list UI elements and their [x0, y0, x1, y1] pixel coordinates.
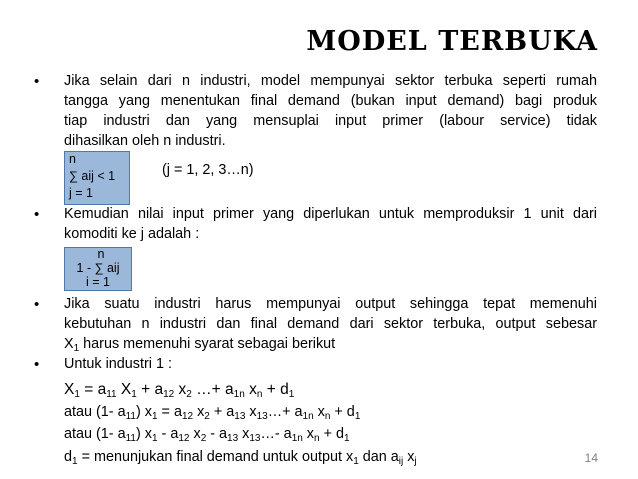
bullet-3-line-3 — [64, 334, 597, 354]
sum-formula-box-1 — [64, 151, 130, 205]
equation-1: $X_1 = a_{11}$ $X_1 + a_{12}$ $x_2$ …+ $a_{1n}$ $x_n + d_1$ — [64, 381, 295, 400]
bullet-marker: • — [34, 73, 40, 90]
bullet-1-line-2: tangga yang menentukan final demand (bukan input demand) bagi produk — [64, 93, 597, 109]
index-range-text: (j = 1, 2, 3…n) — [162, 162, 254, 178]
bullet-3-line-3-rest: harus memenuhi syarat sebagai berikut — [79, 336, 336, 352]
bullet-marker: • — [34, 206, 40, 223]
slide-title: MODEL TERBUKA — [306, 26, 598, 57]
var-x-subscript: 1 — [73, 343, 80, 354]
sum-box-1-middle: ∑ aij < 1 — [69, 169, 116, 183]
bullet-3-line-1: Jika suatu industri harus mempunyai output sehingga tepat memenuhi — [64, 296, 597, 312]
bullet-4-text — [64, 354, 597, 374]
var-x: X — [64, 336, 74, 352]
sum-box-1-bottom: j = 1 — [69, 186, 93, 200]
sum-box-2-top: n — [97, 247, 105, 261]
bullet-2-line-2: komoditi ke j adalah : — [64, 226, 200, 242]
bullet-marker: • — [34, 296, 40, 313]
bullet-2-text — [64, 204, 597, 244]
sum-formula-box-2 — [64, 247, 132, 291]
equation-2: atau (1- $a_{11}$) $x_1 = a_{12}$ $x_2 + a_{13}$ $x_{13}\dots+ a_{1n}$ $x_n + d_1$ — [64, 404, 361, 422]
bullet-marker: • — [34, 356, 40, 373]
bullet-1-text — [64, 71, 597, 151]
equation-3: atau (1- $a_{11}$) $x_1 - a_{12}$ $x_2 - a_{13}$ $x_{13}\dots-$ $a_{1n}$ $x_n + d_1$ — [64, 426, 350, 444]
sum-box-2-middle: 1 - ∑ aij — [76, 261, 120, 275]
page-number: 14 — [584, 451, 598, 465]
bullet-3-line-2: kebutuhan n industri dan final demand dari sektor terbuka, output sebesar — [64, 316, 597, 332]
bullet-4-line-1: Untuk industri 1 : — [64, 356, 172, 372]
equation-4: $d_1$ = menunjukan final demand untuk output $x_1$ dan $a_{ij}$ $x_j$ — [64, 449, 417, 467]
bullet-3-text — [64, 294, 597, 354]
bullet-1-line-4: dihasilkan oleh n industri. — [64, 133, 226, 149]
sum-box-2-bottom: i = 1 — [86, 275, 110, 289]
bullet-1-line-3: tiap industri dan yang mensuplai input primer (labour service) tidak — [64, 113, 597, 129]
bullet-2-line-1: Kemudian nilai input primer yang diperlukan untuk memproduksir 1 unit dari — [64, 206, 597, 222]
sum-box-1-top: n — [69, 152, 76, 166]
bullet-1-line-1: Jika selain dari n industri, model mempunyai sektor terbuka seperti rumah — [64, 73, 597, 89]
